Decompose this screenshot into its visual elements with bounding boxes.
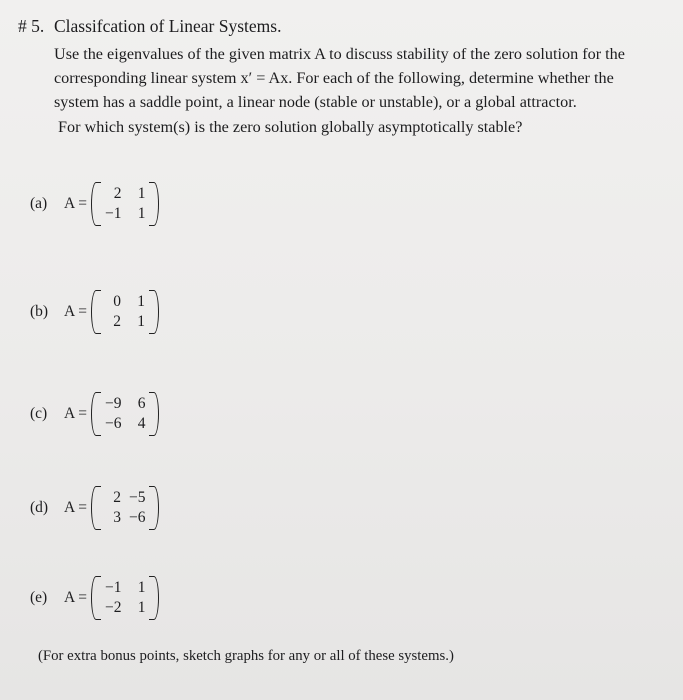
instruction-question: For which system(s) is the zero solution globally asymptotically stable? (58, 117, 523, 136)
instruction-line: corresponding linear system x′ = Ax. For each of the following, determine whether the (54, 69, 614, 88)
matrix-entry: 1 (137, 313, 145, 330)
left-paren (91, 182, 101, 226)
matrix-entry: 2 (113, 185, 122, 202)
system-a (30, 174, 159, 234)
right-paren (149, 392, 159, 436)
matrix-entry: −6 (128, 509, 146, 526)
instructions-paragraph (54, 42, 664, 139)
matrix-e (91, 578, 160, 618)
matrix-entry: 3 (113, 509, 121, 526)
system-e (30, 568, 159, 628)
matrix-entry: −2 (104, 599, 122, 616)
system-label: (d) (30, 499, 49, 516)
right-paren (149, 290, 159, 334)
matrix-entry: 1 (137, 599, 146, 616)
matrix-lhs: A = (64, 405, 87, 422)
instruction-line: Use the eigenvalues of the given matrix A to discuss stability of the zero solution for the (54, 45, 625, 63)
matrix-d (91, 488, 160, 528)
problem-heading (18, 16, 281, 37)
matrix-entry: −6 (104, 415, 122, 432)
bonus-note: (For extra bonus points, sketch graphs for any or all of these systems.) (38, 648, 454, 664)
left-paren (91, 576, 101, 620)
system-label: (b) (30, 303, 49, 320)
system-c (30, 384, 159, 444)
matrix-lhs: A = (64, 589, 87, 606)
matrix-entry: 2 (113, 313, 121, 330)
system-label: (a) (30, 195, 48, 212)
right-paren (149, 486, 159, 530)
matrix-entry: −5 (128, 489, 146, 506)
matrix-entry: 0 (113, 293, 121, 310)
matrix-entry: 6 (137, 395, 146, 412)
matrix-entry: 4 (137, 415, 146, 432)
problem-title: Classifcation of Linear Systems. (54, 16, 282, 36)
system-label: (e) (30, 589, 48, 606)
right-paren (149, 182, 159, 226)
left-paren (91, 486, 101, 530)
problem-number: # 5. (18, 16, 45, 36)
matrix-entry: 1 (137, 579, 146, 596)
instruction-line: system has a saddle point, a linear node (stable or unstable), or a global attractor. (54, 93, 577, 112)
matrix-entry: 2 (113, 489, 121, 506)
left-paren (91, 290, 101, 334)
matrix-entry: −9 (104, 395, 122, 412)
matrix-entry: 1 (137, 205, 146, 222)
system-d (30, 478, 159, 538)
system-b (30, 282, 159, 342)
right-paren (149, 576, 159, 620)
matrix-lhs: A = (64, 499, 87, 516)
matrix-a (91, 184, 160, 224)
left-paren (91, 392, 101, 436)
matrix-entry: −1 (104, 205, 122, 222)
matrix-c (91, 394, 160, 434)
matrix-entry: 1 (137, 185, 146, 202)
matrix-entry: 1 (137, 293, 145, 310)
matrix-b (91, 292, 159, 332)
matrix-lhs: A = (64, 303, 87, 320)
matrix-entry: −1 (104, 579, 122, 596)
matrix-lhs: A = (64, 195, 87, 212)
system-label: (c) (30, 405, 48, 422)
